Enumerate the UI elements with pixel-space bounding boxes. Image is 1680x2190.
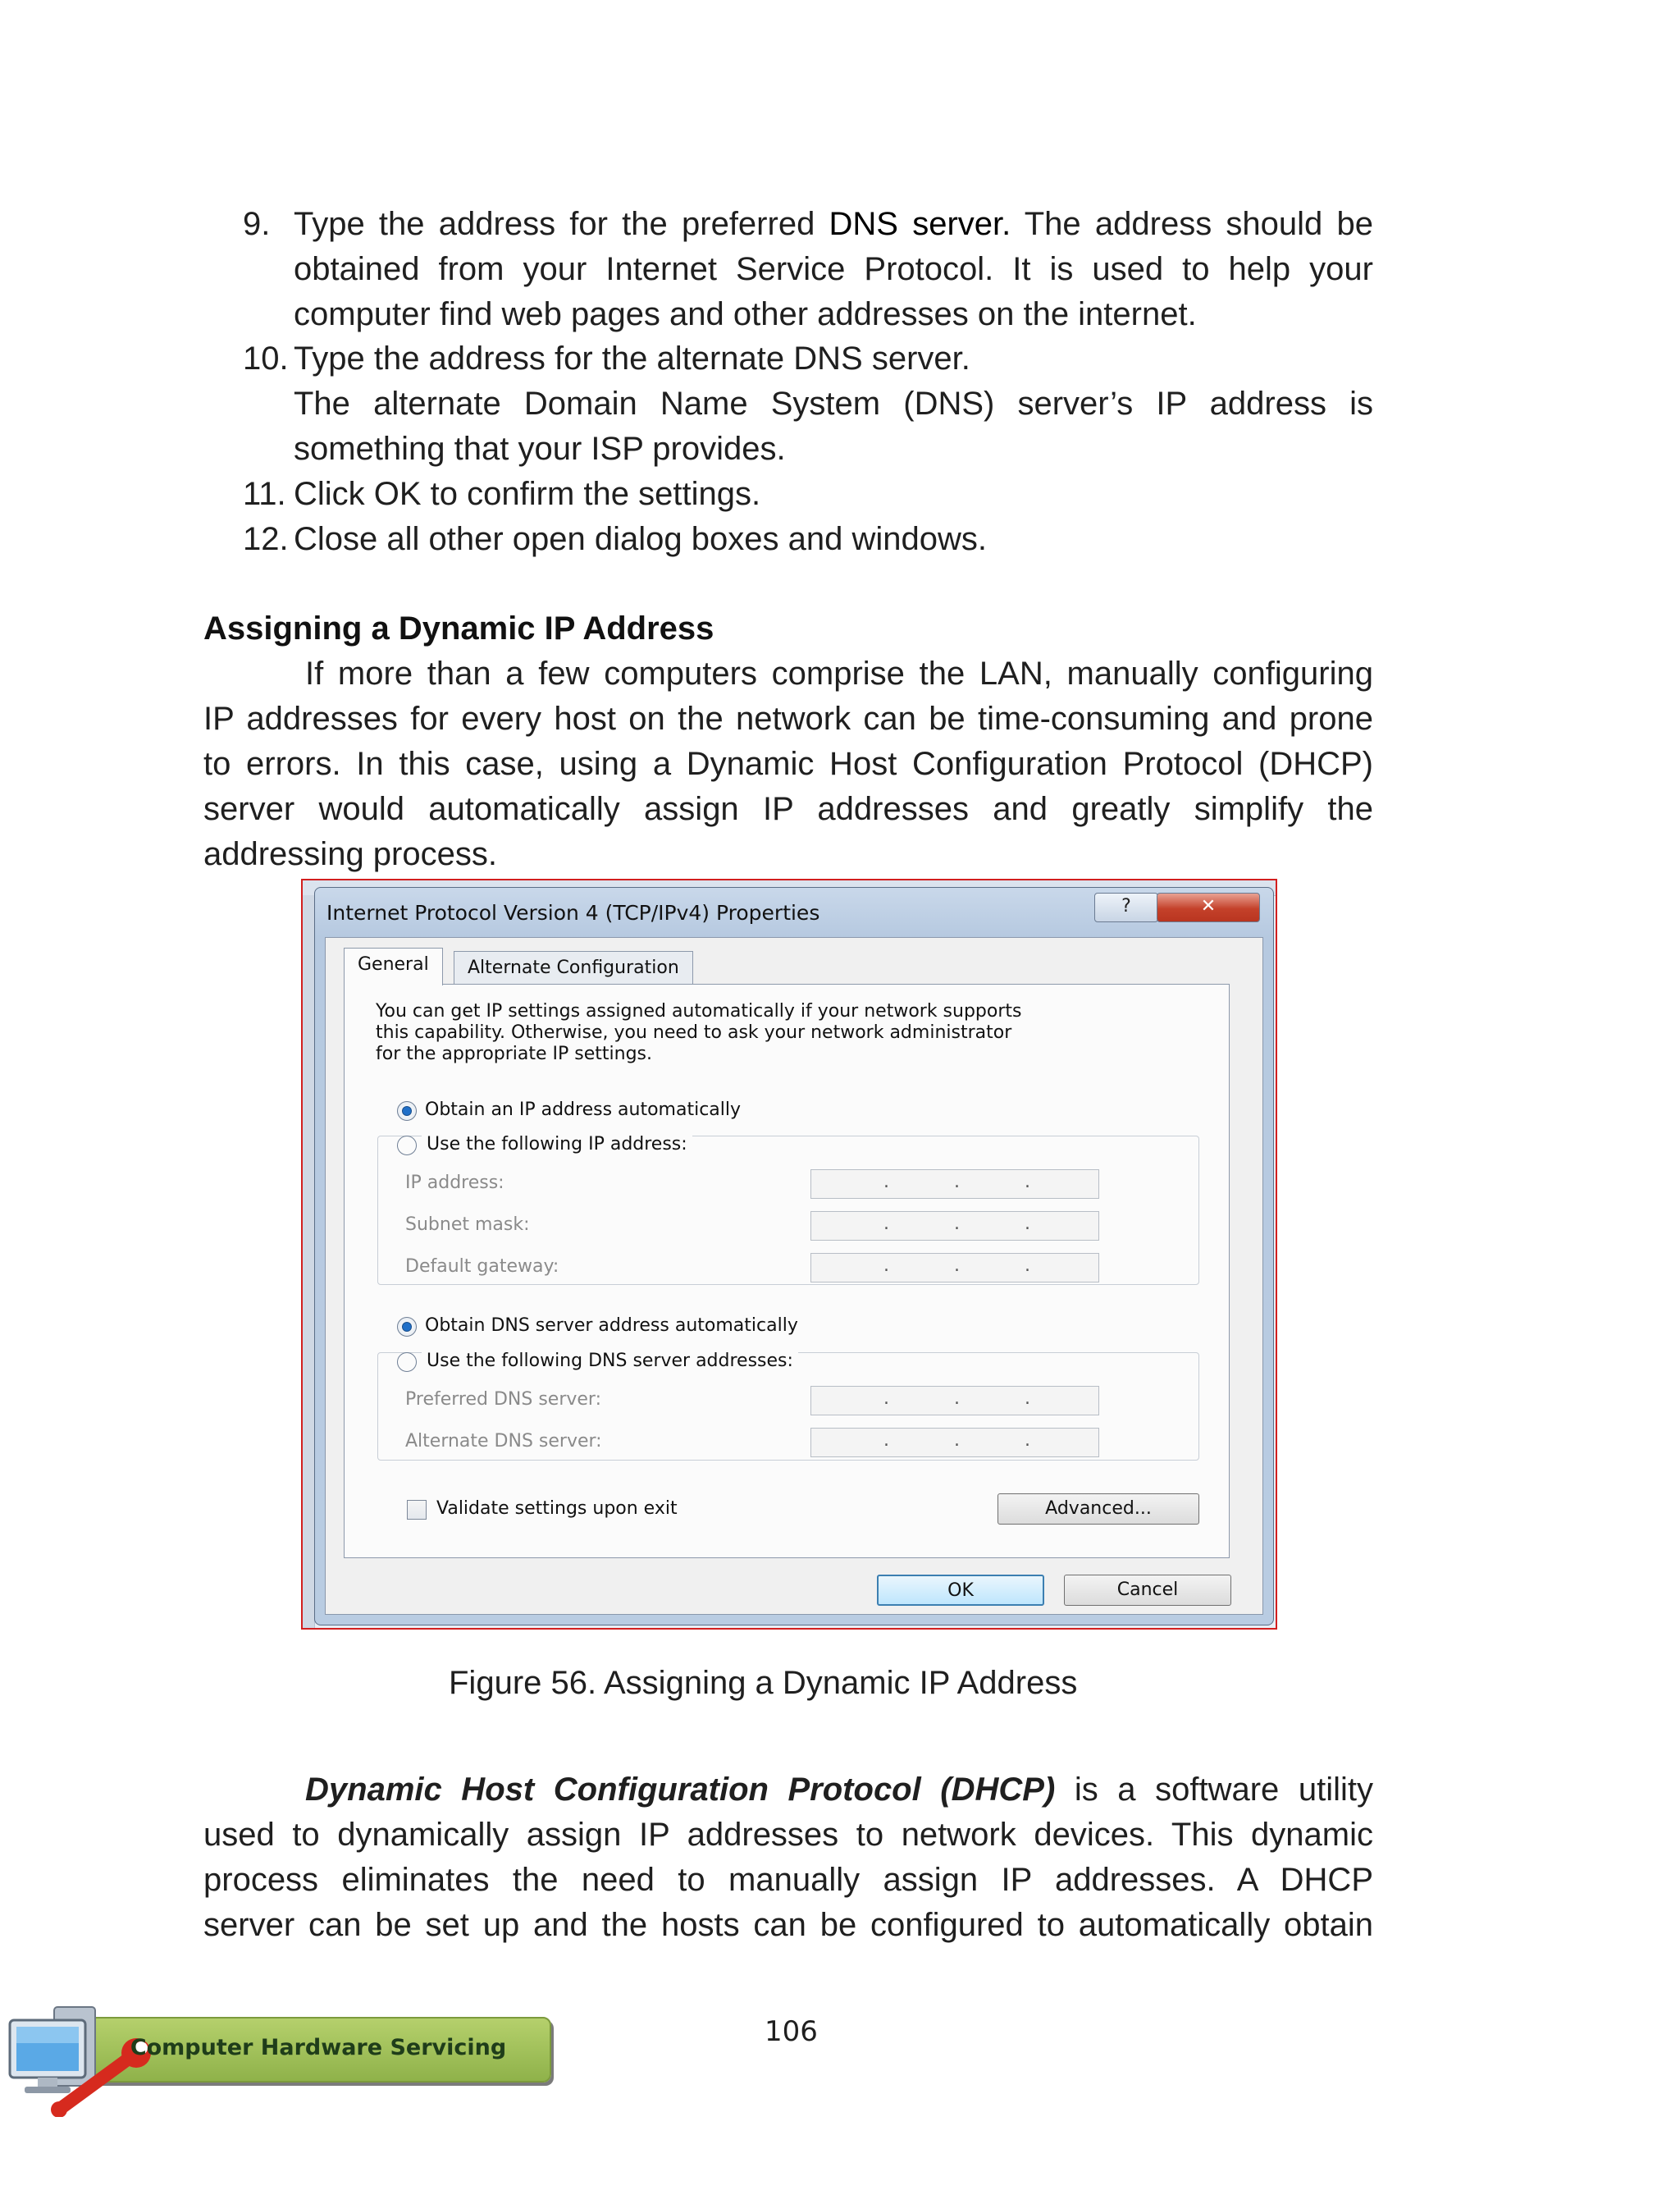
list-number-10: 10.: [243, 341, 289, 377]
footer-logo: [7, 2002, 550, 2117]
item12-text: Close all other open dialog boxes and windows.: [294, 521, 987, 557]
ip-dot: .: [1025, 1388, 1030, 1409]
alternate-dns-field[interactable]: [810, 1428, 1099, 1457]
dialog-client-area: [325, 937, 1263, 1615]
ip-dot: .: [954, 1172, 960, 1192]
validate-settings-checkbox[interactable]: [407, 1500, 427, 1520]
para-line-3: to errors. In this case, using a Dynamic Host Configuration Protocol (DHCP): [203, 746, 1373, 782]
help-button[interactable]: ?: [1094, 893, 1158, 922]
item9-line3: computer find web pages and other addresses on the internet.: [294, 296, 1197, 332]
intro-text: [376, 1001, 1180, 1065]
item10-line2: The alternate Domain Name System (DNS) server’s IP address is: [294, 386, 1373, 422]
radio-obtain-dns-auto[interactable]: [397, 1317, 417, 1337]
ip-dot: .: [954, 1430, 960, 1451]
section-heading: Assigning a Dynamic IP Address: [203, 610, 714, 647]
label-use-following-ip[interactable]: Use the following IP address:: [422, 1134, 692, 1154]
label-validate-settings[interactable]: Validate settings upon exit: [436, 1498, 678, 1519]
para-line-2: IP addresses for every host on the network can be time-consuming and prone: [203, 701, 1373, 737]
dhcp-line-1: [305, 1767, 1373, 1813]
label-ip-address: IP address:: [405, 1173, 504, 1193]
item9-line1: [294, 202, 1373, 247]
label-obtain-dns-auto[interactable]: Obtain DNS server address automatically: [425, 1315, 798, 1336]
ip-dot: .: [1025, 1430, 1030, 1451]
label-default-gateway: Default gateway:: [405, 1256, 559, 1277]
item10-line3: something that your ISP provides.: [294, 431, 786, 467]
figure-dialog-screenshot: [301, 879, 1277, 1630]
item9-line2: obtained from your Internet Service Protocol. It is used to help your: [294, 251, 1373, 287]
dhcp-line-2: used to dynamically assign IP addresses to network devices. This dynamic: [203, 1817, 1373, 1853]
label-use-following-dns[interactable]: Use the following DNS server addresses:: [422, 1351, 798, 1371]
intro-line-2: this capability. Otherwise, you need to ask your network administrator: [376, 1022, 1012, 1043]
label-obtain-ip-auto[interactable]: Obtain an IP address automatically: [425, 1100, 742, 1120]
advanced-button[interactable]: Advanced...: [998, 1493, 1199, 1525]
cancel-button[interactable]: Cancel: [1064, 1575, 1231, 1606]
ip-dot: .: [954, 1255, 960, 1276]
subnet-mask-field[interactable]: [810, 1211, 1099, 1241]
figure-caption: Figure 56. Assigning a Dynamic IP Address: [449, 1665, 1078, 1701]
dhcp-line-4: server can be set up and the hosts can be configured to automatically obtain: [203, 1907, 1373, 1943]
page-number: 106: [765, 2015, 818, 2048]
dns-server-term: DNS server.: [829, 206, 1011, 242]
tab-alternate-configuration[interactable]: Alternate Configuration: [454, 951, 693, 984]
ip-dot: .: [883, 1388, 889, 1409]
label-alternate-dns: Alternate DNS server:: [405, 1431, 602, 1452]
list-number-12: 12.: [243, 521, 289, 557]
tab-general[interactable]: General: [344, 948, 443, 985]
tcpip-properties-dialog: [314, 887, 1274, 1625]
list-number-11: 11.: [243, 476, 286, 512]
item9-text-post: The address should be: [1011, 206, 1373, 242]
ip-dot: .: [1025, 1172, 1030, 1192]
dhcp-term: Dynamic Host Configuration Protocol (DHCP): [305, 1772, 1056, 1808]
dialog-titlebar[interactable]: [315, 888, 1273, 934]
ip-dot: .: [883, 1172, 889, 1192]
ok-button[interactable]: OK: [877, 1575, 1044, 1606]
para-line-1: If more than a few computers comprise the LAN, manually configuring: [305, 656, 1373, 692]
para-line-5: addressing process.: [203, 836, 497, 872]
ip-address-field[interactable]: [810, 1169, 1099, 1199]
ip-dot: .: [883, 1214, 889, 1234]
label-subnet-mask: Subnet mask:: [405, 1214, 530, 1235]
ip-dot: .: [883, 1255, 889, 1276]
dialog-title: Internet Protocol Version 4 (TCP/IPv4) Properties: [326, 901, 820, 925]
background-window-edge: [303, 895, 315, 1628]
radio-use-following-ip[interactable]: [397, 1136, 417, 1155]
preferred-dns-field[interactable]: [810, 1386, 1099, 1415]
dhcp-line-3: process eliminates the need to manually assign IP addresses. A DHCP: [203, 1862, 1373, 1898]
item9-text-pre: Type the address for the preferred: [294, 206, 829, 242]
ip-dot: .: [1025, 1255, 1030, 1276]
ip-dot: .: [1025, 1214, 1030, 1234]
radio-obtain-ip-auto[interactable]: [397, 1101, 417, 1121]
logo-text: Computer Hardware Servicing: [130, 2035, 507, 2060]
general-tab-panel: [344, 984, 1230, 1558]
item10-line1: Type the address for the alternate DNS server.: [294, 341, 970, 377]
ip-dot: .: [954, 1388, 960, 1409]
item11-text: Click OK to confirm the settings.: [294, 476, 761, 512]
intro-line-1: You can get IP settings assigned automatically if your network supports: [376, 1001, 1022, 1022]
ip-dot: .: [954, 1214, 960, 1234]
dhcp-line-1-rest: is a software utility: [1055, 1772, 1373, 1808]
close-button[interactable]: ✕: [1157, 893, 1260, 922]
ip-dot: .: [883, 1430, 889, 1451]
label-preferred-dns: Preferred DNS server:: [405, 1389, 601, 1410]
list-number-9: 9.: [243, 206, 271, 242]
intro-line-3: for the appropriate IP settings.: [376, 1044, 653, 1064]
radio-use-following-dns[interactable]: [397, 1352, 417, 1372]
para-line-4: server would automatically assign IP addresses and greatly simplify the: [203, 791, 1373, 827]
default-gateway-field[interactable]: [810, 1253, 1099, 1282]
